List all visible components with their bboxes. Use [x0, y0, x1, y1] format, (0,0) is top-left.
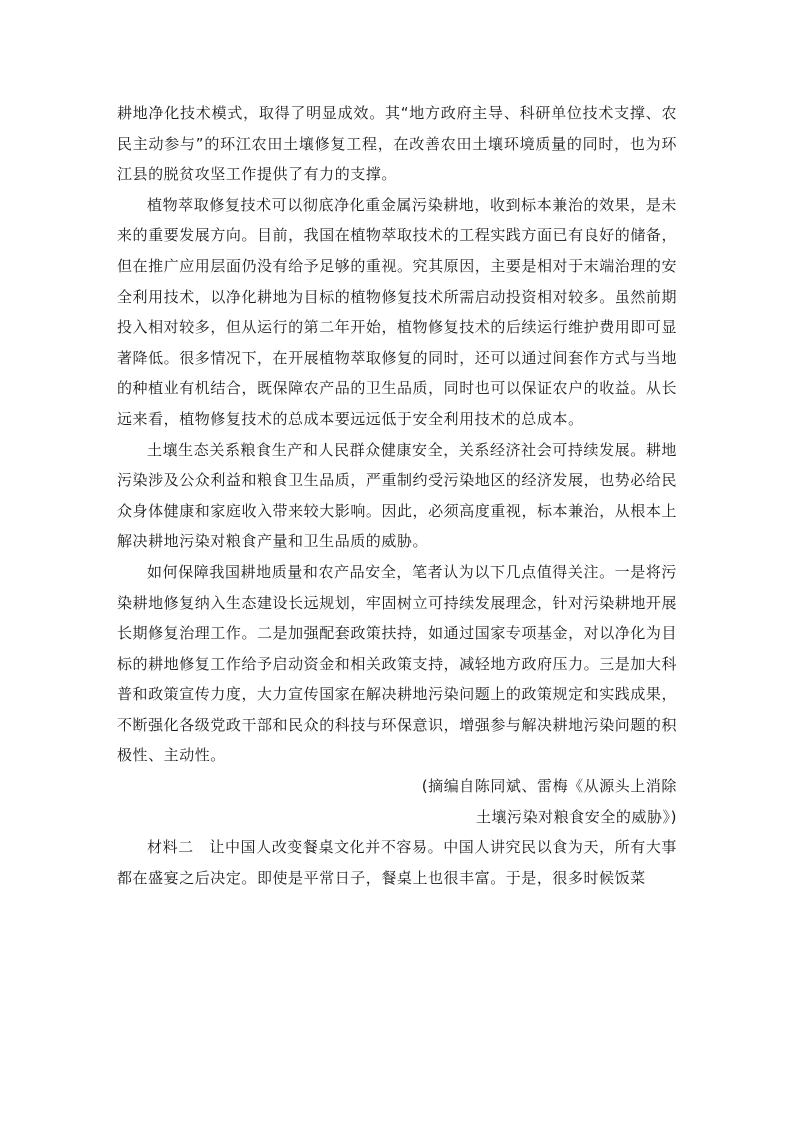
document-body — [117, 98, 677, 893]
source-citation-line-1: (摘编自陈同斌、雷梅《从源头上消除 — [421, 777, 677, 796]
paragraph-soil-ecology: 土壤生态关系粮食生产和人民群众健康安全，关系经济社会可持续发展。耕地污染涉及公众利益和粮食卫生品质，严重制约受污染地区的经济发展，也势必给民众身体健康和家庭收入带来较大影响。因此，必须高度重视，标本兼治，从根本上解决耕地污染对粮食产量和卫生品质的威胁。 — [117, 440, 677, 551]
paragraph-material-two: 材料二 让中国人改变餐桌文化并不容易。中国人讲究民以食为天，所有大事都在盛宴之后决定。即使是平常日子，餐桌上也很丰富。于是，很多时候饭菜 — [117, 838, 677, 887]
paragraph-recommendations: 如何保障我国耕地质量和农产品安全，笔者认为以下几点值得关注。一是将污染耕地修复纳入生态建设长远规划，牢固树立可持续发展理念，针对污染耕地开展长期修复治理工作。二是加强配套政策扶持，如通过国家专项基金，对以净化为目标的耕地修复工作给予启动资金和相关政策支持，减轻地方政府压力。三是加大科普和政策宣传力度，大力宣传国家在解决耕地污染问题上的政策规定和实践成果，不断强化各级党政干部和民众的科技与环保意识，增强参与解决耕地污染问题的积极性、主动性。 — [117, 562, 677, 765]
paragraph-phytoextraction: 植物萃取修复技术可以彻底净化重金属污染耕地，收到标本兼治的效果，是未来的重要发展方向。目前，我国在植物萃取技术的工程实践方面已有良好的储备，但在推广应用层面仍没有给予足够的重视。究其原因，主要是相对于末端治理的安全利用技术，以净化耕地为目标的植物修复技术所需启动投资相对较多。虽然前期投入相对较多，但从运行的第二年开始，植物修复技术的后续运行维护费用即可显著降低。很多情况下，在开展植物萃取修复的同时，还可以通过间套作方式与当地的种植业有机结合，既保障农产品的卫生品质，同时也可以保证农户的收益。从长远来看，植物修复技术的总成本要远远低于安全利用技术的总成本。 — [117, 195, 677, 428]
source-citation-line-2: 土壤污染对粮食安全的威胁》) — [475, 807, 677, 826]
paragraph-continued: 耕地净化技术模式，取得了明显成效。其“地方政府主导、科研单位技术支撑、农民主动参与”的环江农田土壤修复工程，在改善农田土壤环境质量的同时，也为环江县的脱贫攻坚工作提供了有力的支撑。 — [117, 104, 677, 184]
